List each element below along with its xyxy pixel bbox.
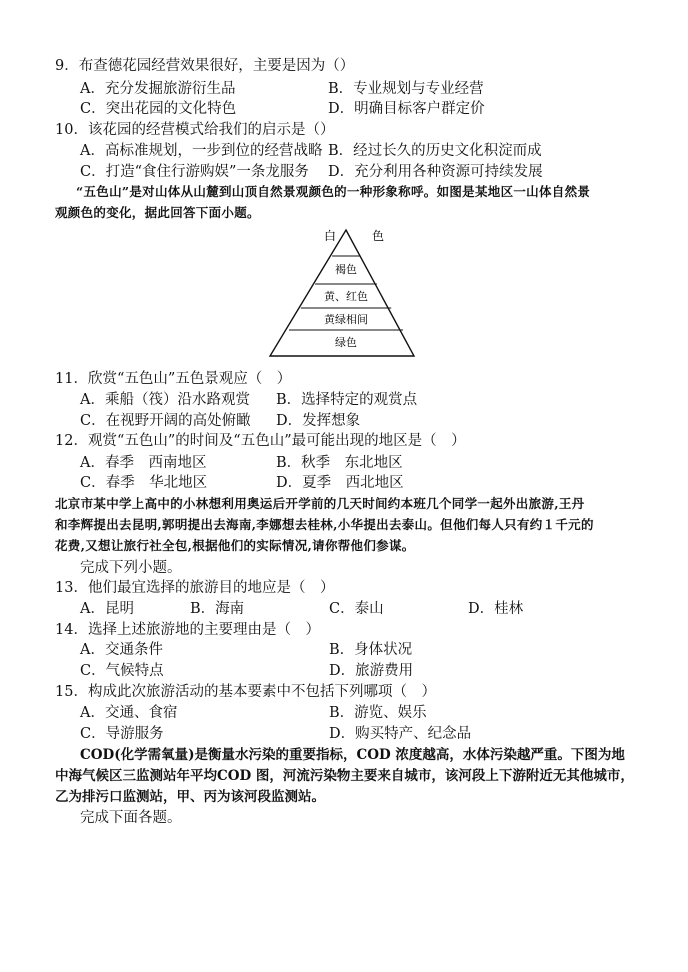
q11-option-d: D．发挥想象 — [276, 413, 361, 429]
passage-cod-line1: COD(化学需氧量)是衡量水污染的重要指标，COD 浓度越高，水体污染越严重。下图为地 — [80, 747, 625, 763]
passage-cod-line3: 乙为排污口监测站，甲、丙为该河段监测站。 — [55, 789, 325, 805]
question-15-stem: 15．构成此次旅游活动的基本要素中不包括下列哪项（ ） — [55, 684, 436, 700]
passage-travel-line3: 花费,又想让旅行社全包,根据他们的实际情况,请你帮他们参谋。 — [55, 538, 415, 553]
figure-label-white: 白 — [323, 229, 337, 243]
passage-cod-instruction: 完成下面各题。 — [80, 810, 182, 826]
q10-option-c: C．打造“食住行游购娱”一条龙服务 — [80, 164, 309, 180]
q10-option-a: A．高标准规划，一步到位的经营战略 — [80, 143, 323, 159]
q14-option-c: C．气候特点 — [80, 663, 164, 679]
q9-option-c: C．突出花园的文化特色 — [80, 101, 237, 117]
q13-option-a: A．昆明 — [80, 601, 134, 617]
question-10-stem: 10．该花园的经营模式给我们的启示是（） — [55, 122, 335, 138]
q15-option-b: B．游览、娱乐 — [329, 705, 427, 721]
band-brown: 褐色 — [335, 263, 357, 276]
q11-option-c: C．在视野开阔的高处俯瞰 — [80, 413, 251, 429]
question-14-stem: 14．选择上述旅游地的主要理由是（ ） — [55, 622, 320, 638]
passage-five-color-line2: 观颜色的变化，据此回答下面小题。 — [55, 205, 260, 220]
question-13-stem: 13．他们最宜选择的旅游目的地应是（ ） — [55, 580, 335, 596]
q11-option-b: B．选择特定的观赏点 — [276, 392, 418, 408]
band-green: 绿色 — [335, 336, 357, 349]
passage-travel-line2: 和李辉提出去昆明,郭明提出去海南,李娜想去桂林,小华提出去泰山。但他们每人只有约１千元的 — [55, 517, 594, 532]
q14-option-a: A．交通条件 — [80, 642, 163, 658]
passage-five-color-line1: “五色山”是对山体从山麓到山顶自然景观颜色的一种形象称呼。如图是某地区一山体自然景 — [76, 184, 591, 199]
passage-cod-line2: 中海气候区三监测站年平均COD 图，河流污染物主要来自城市，该河段上下游附近无其他城市， — [55, 768, 634, 784]
q13-option-d: D．桂林 — [468, 601, 524, 617]
passage-travel-line1: 北京市某中学上高中的小林想利用奥运后开学前的几天时间约本班几个同学一起外出旅游,王丹 — [55, 496, 585, 511]
q13-option-b: B．海南 — [190, 601, 245, 617]
q15-option-c: C．导游服务 — [80, 726, 164, 742]
q13-option-c: C．泰山 — [329, 601, 384, 617]
q12-option-b: B．秋季 东北地区 — [276, 455, 403, 471]
q12-option-c: C．春季 华北地区 — [80, 475, 208, 491]
q9-option-a: A．充分发掘旅游衍生品 — [80, 81, 236, 97]
question-11-stem: 11．欣赏“五色山”五色景观应（ ） — [55, 371, 292, 387]
q12-option-d: D．夏季 西北地区 — [276, 475, 404, 491]
q14-option-d: D．旅游费用 — [329, 663, 414, 679]
band-yellow-green: 黄绿相间 — [324, 313, 368, 326]
mountain-color-diagram — [262, 222, 422, 362]
band-yellow-red: 黄、红色 — [324, 290, 368, 303]
q12-option-a: A．春季 西南地区 — [80, 455, 207, 471]
question-12-stem: 12．观赏“五色山”的时间及“五色山”最可能出现的地区是（ ） — [55, 433, 466, 449]
q11-option-a: A．乘船（筏）沿水路观赏 — [80, 392, 250, 408]
q9-option-b: B．专业规划与专业经营 — [328, 81, 484, 97]
q15-option-d: D．购买特产、纪念品 — [329, 726, 472, 742]
q9-option-d: D．明确目标客户群定价 — [328, 101, 485, 117]
q10-option-b: B．经过长久的历史文化积淀而成 — [328, 143, 542, 159]
passage-travel-instruction: 完成下列小题。 — [80, 560, 182, 576]
q10-option-d: D．充分利用各种资源可持续发展 — [328, 164, 543, 180]
q15-option-a: A．交通、食宿 — [80, 705, 178, 721]
q14-option-b: B．身体状况 — [329, 642, 413, 658]
figure-label-color: 色 — [371, 229, 385, 243]
question-9-stem: 9．布查德花园经营效果很好，主要是因为（） — [55, 58, 355, 74]
